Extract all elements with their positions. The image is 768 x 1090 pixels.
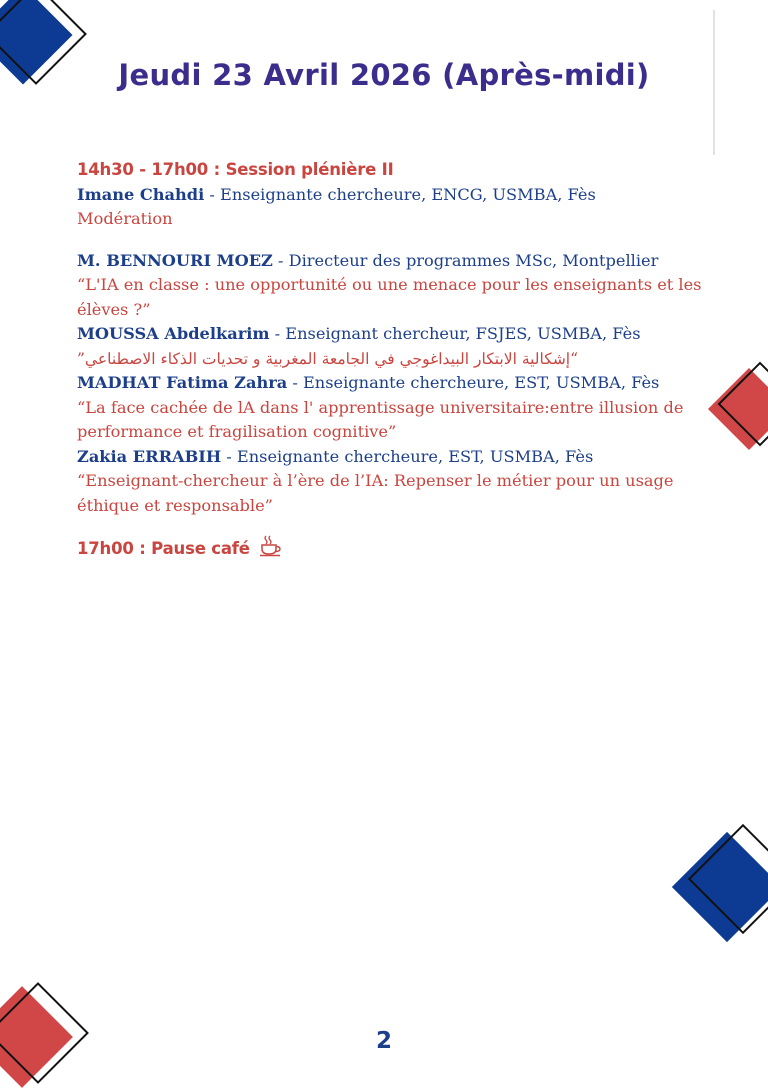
speaker-role: - Enseignant chercheur, FSJES, USMBA, Fès xyxy=(269,324,641,343)
decoration-right-middle xyxy=(700,360,768,460)
speaker-role: - Directeur des programmes MSc, Montpellier xyxy=(272,250,659,270)
page-number: 2 xyxy=(375,1028,392,1054)
speaker-item xyxy=(77,249,702,323)
break-line xyxy=(77,535,702,565)
outline-diamond-shape xyxy=(688,824,768,934)
program-content xyxy=(77,158,702,565)
talk-title: “L'IA en classe : une opportunité ou une menace pour les enseignants et les élèves ?” xyxy=(77,275,702,319)
decoration-right-lower xyxy=(660,820,768,960)
talk-title: “La face cachée de lA dans l' apprentissage universitaire:entre illusion de performance et fragilisation cognitive” xyxy=(77,397,684,441)
talk-title: “إشكالية الابتكار البيداغوجي في الجامعة المغربية و تحديات الذكاء الاصطناعي” xyxy=(77,349,579,368)
moderator-line xyxy=(77,183,702,208)
moderation-label: Modération xyxy=(77,209,173,228)
moderator-name: Imane Chahdi xyxy=(77,184,205,204)
speaker-item xyxy=(77,445,702,519)
talk-title: “Enseignant-chercheur à l’ère de l’IA: Repenser le métier pour un usage éthique et responsable” xyxy=(77,471,674,515)
page-title: Jeudi 23 Avril 2026 (Après-midi) xyxy=(118,58,650,92)
coffee-cup-icon xyxy=(259,535,283,565)
speaker-item xyxy=(77,322,702,371)
speaker-name: MOUSSA Abdelkarim xyxy=(77,324,270,343)
moderator-role: - Enseignante chercheure, ENCG, USMBA, Fès xyxy=(204,184,596,204)
session-header: 14h30 - 17h00 : Session plénière II xyxy=(77,160,394,179)
speaker-name: M. BENNOURI MOEZ xyxy=(77,250,273,270)
speaker-role: - Enseignante chercheure, EST, USMBA, Fès xyxy=(287,373,660,392)
speaker-name: Zakia ERRABIH xyxy=(77,446,222,466)
speaker-name: MADHAT Fatima Zahra xyxy=(77,373,288,392)
speaker-role: - Enseignante chercheure, EST, USMBA, Fès xyxy=(221,446,594,466)
break-label: 17h00 : Pause café xyxy=(77,539,250,558)
speaker-item xyxy=(77,371,702,445)
